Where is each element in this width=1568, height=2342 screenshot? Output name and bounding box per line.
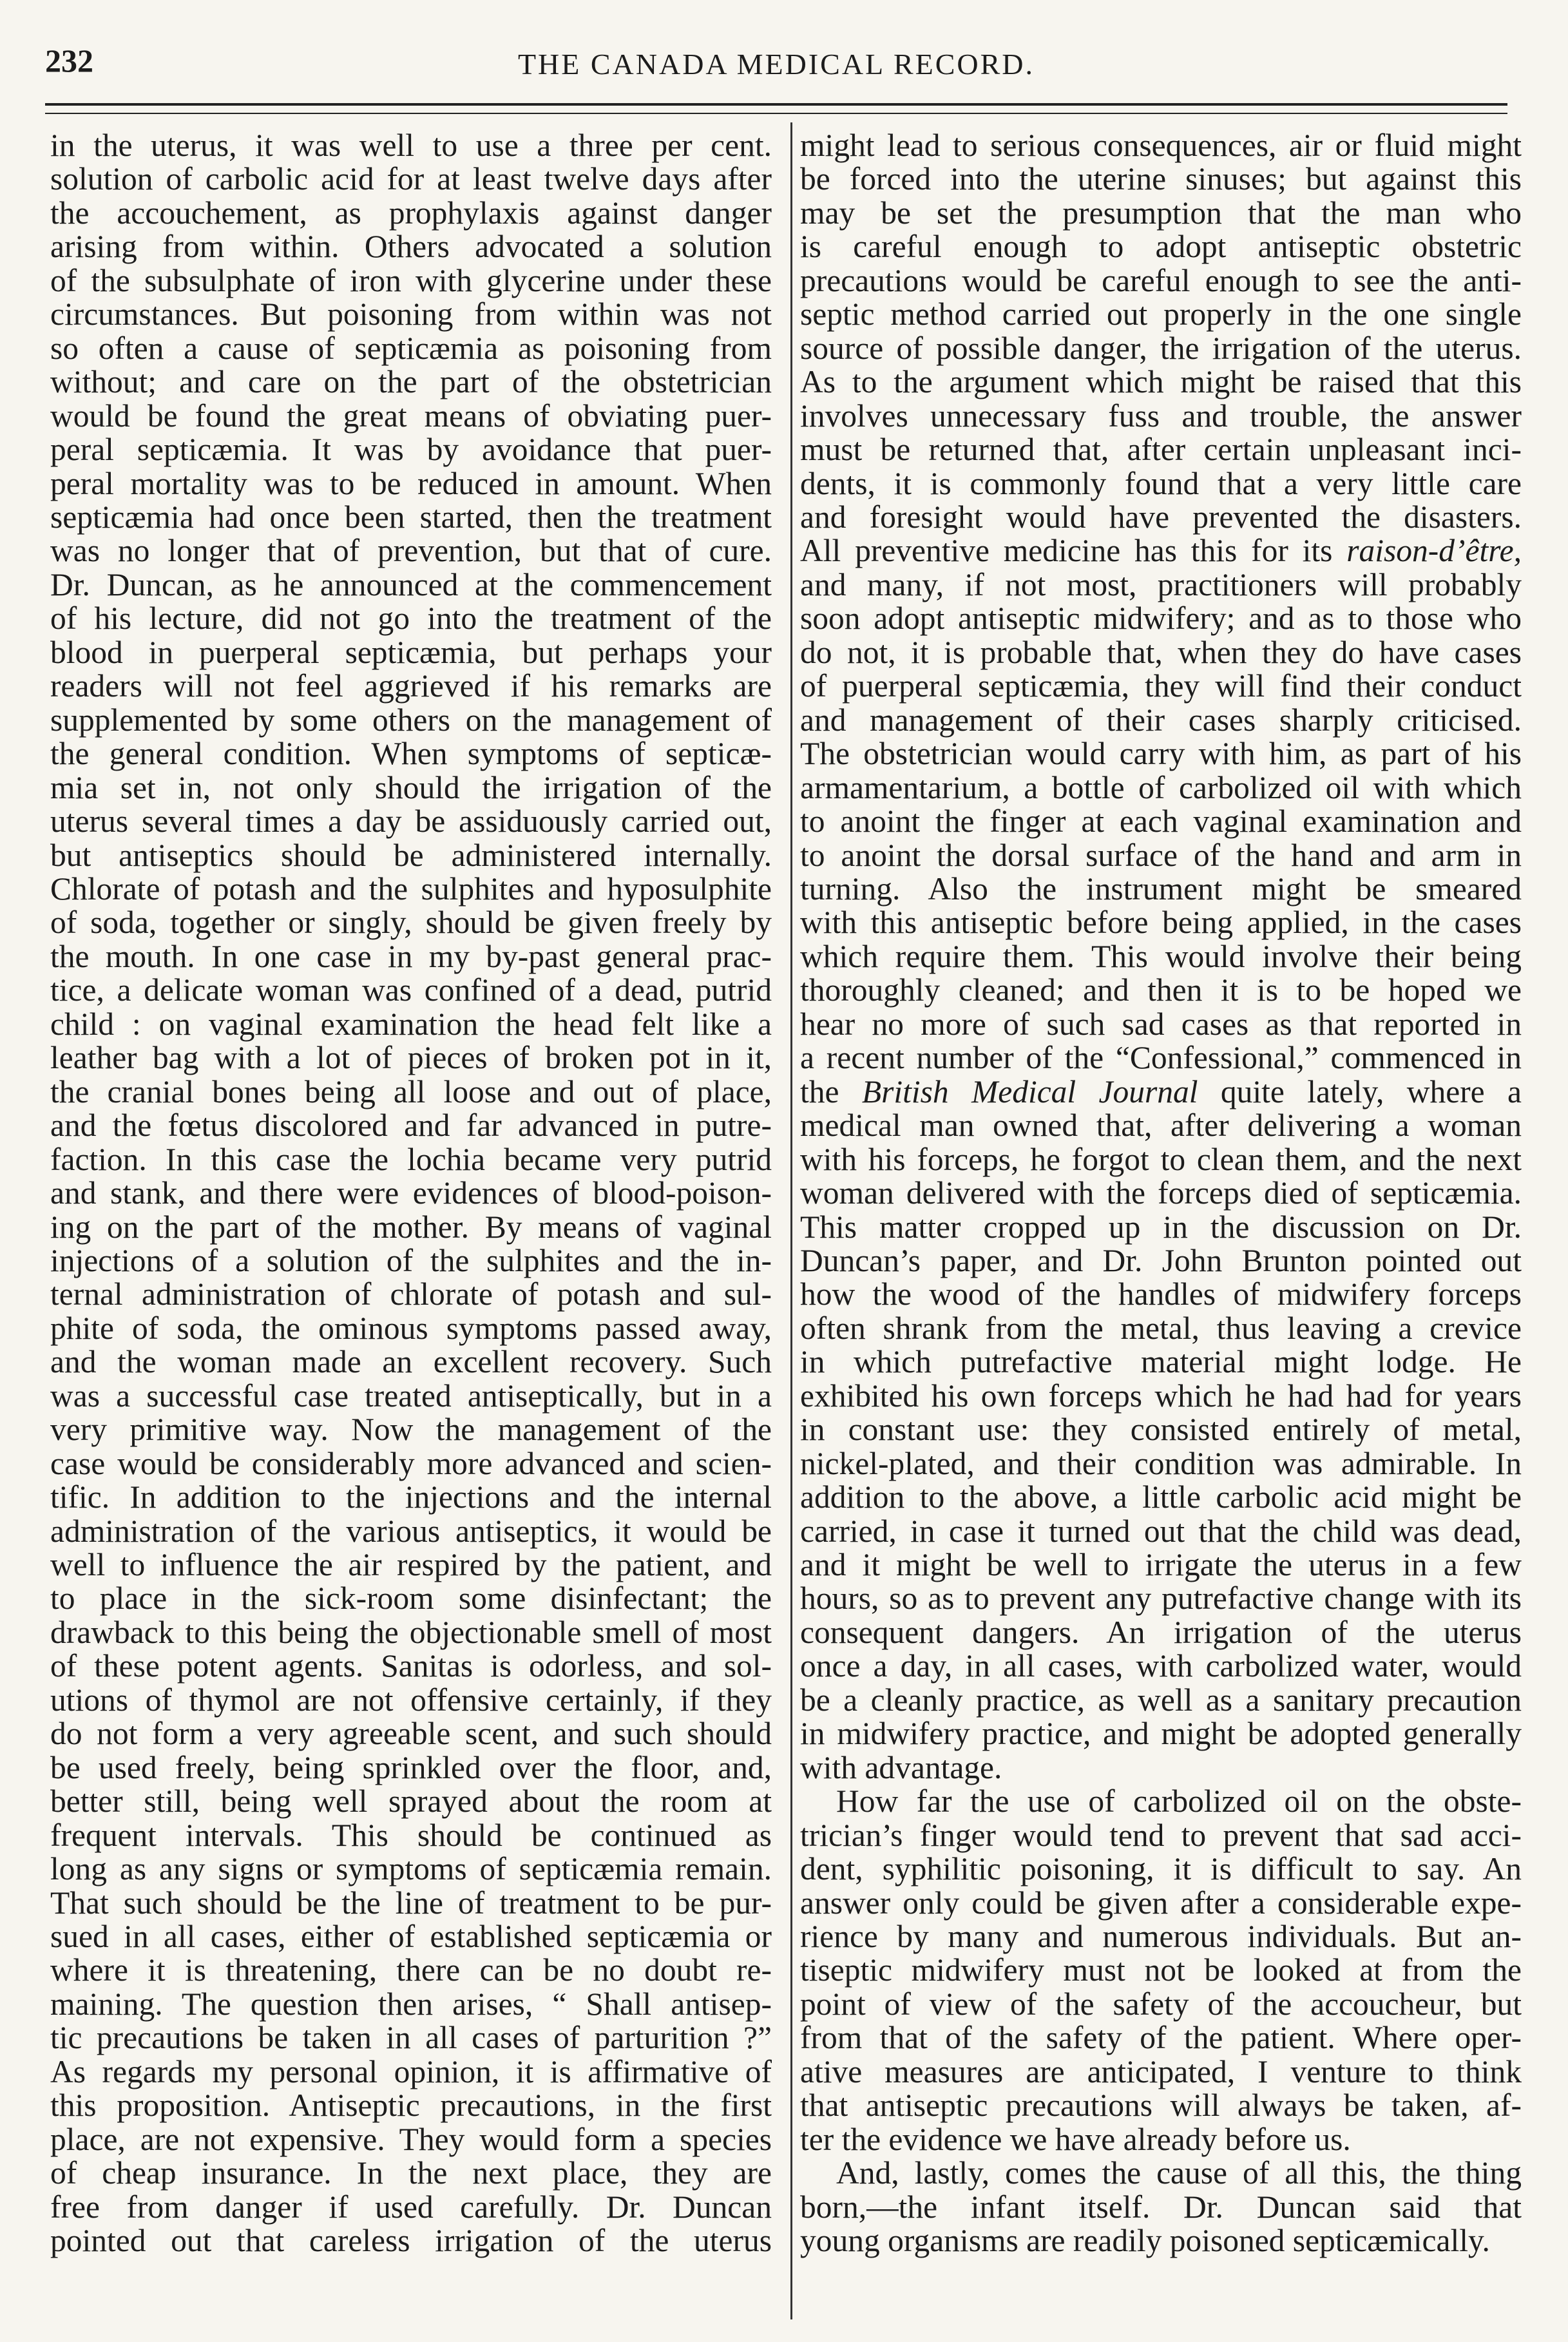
text-line: mia set in, not only should the irrigation of the [50, 769, 772, 805]
text-line: dents, it is commonly found that a very little care [800, 465, 1522, 501]
text-line: often shrank from the metal, thus leaving a crevice [800, 1310, 1522, 1346]
text-line: ternal administration of chlorate of potash and sul- [50, 1276, 772, 1312]
text-line: involves unnecessary fuss and trouble, the answer [800, 398, 1522, 434]
text-line: soon adopt antiseptic midwifery; and as to those who [800, 600, 1522, 637]
text-line: is careful enough to adopt antiseptic obstetric [800, 229, 1522, 265]
journal-title: THE CANADA MEDICAL RECORD. [517, 48, 1035, 81]
text-line: frequent intervals. This should be continued as [50, 1817, 772, 1853]
text-line: arising from within. Others advocated a solution [50, 229, 772, 265]
text-line: armamentarium, a bottle of carbolized oil with which [800, 769, 1522, 805]
text-line: how the wood of the handles of midwifery forceps [800, 1276, 1522, 1312]
header-rule-thick [45, 103, 1507, 106]
text-line: injections of a solution of the sulphites and the in- [50, 1242, 772, 1278]
text-line: carried, in case it turned out that the child was dead, [800, 1513, 1522, 1549]
text-line: drawback to this being the objectionable smell of most [50, 1614, 772, 1650]
text-line: that antiseptic precautions will always be taken, af- [800, 2088, 1522, 2124]
text-line: young organisms are readily poisoned septicæmically. [800, 2223, 1490, 2259]
text-line: the accouchement, as prophylaxis against danger [50, 195, 772, 231]
text-line: All preventive medicine has this for its raison-d’être, [800, 533, 1522, 569]
text-line: turning. Also the instrument might be smeared [800, 870, 1522, 907]
text-line: was no longer that of prevention, but that of cure. [50, 533, 772, 569]
text-line: thoroughly cleaned; and then it is to be hoped we [800, 972, 1522, 1008]
text-line: and it might be well to irrigate the uterus in a few [800, 1547, 1522, 1583]
text-line: septic method carried out properly in the one single [800, 296, 1522, 332]
text-line: in midwifery practice, and might be adopted generally [800, 1716, 1522, 1752]
text-line: with his forceps, he forgot to clean them, and the next [800, 1141, 1522, 1177]
text-line: tiseptic midwifery must not be looked at from the [800, 1952, 1522, 1988]
text-line: and the woman made an excellent recovery. Such [50, 1344, 772, 1380]
text-line: As regards my personal opinion, it is affirmative of [50, 2053, 772, 2089]
text-line: of his lecture, did not go into the treatment of the [50, 600, 772, 637]
text-line: must be returned that, after certain unpleasant inci- [800, 432, 1522, 468]
text-line: readers will not feel aggrieved if his remarks are [50, 668, 772, 704]
text-line: and many, if not most, practitioners will probably [800, 566, 1522, 602]
text-line: be a cleanly practice, as well as a sanitary precaution [800, 1682, 1522, 1718]
text-line: from that of the safety of the patient. Where oper- [800, 2020, 1522, 2056]
text-line: faction. In this case the lochia became very putrid [50, 1141, 772, 1177]
text-line: free from danger if used carefully. Dr. Duncan [50, 2189, 772, 2225]
text-line: place, are not expensive. They would form a species [50, 2121, 772, 2157]
text-line: How far the use of carbolized oil on the obste- [836, 1783, 1522, 1819]
text-line: As to the argument which might be raised that this [800, 364, 1522, 400]
column-divider [790, 122, 792, 2319]
text-line: would be found the great means of obviating puer- [50, 398, 772, 434]
text-line: nickel-plated, and their condition was admirable. In [800, 1445, 1522, 1481]
text-line: do not, it is probable that, when they do have cases [800, 634, 1522, 670]
text-line: medical man owned that, after delivering a woman [800, 1108, 1522, 1144]
text-line: peral septicæmia. It was by avoidance that puer- [50, 432, 772, 468]
text-line: tice, a delicate woman was confined of a dead, putrid [50, 972, 772, 1008]
text-line: circumstances. But poisoning from within was not [50, 296, 772, 332]
text-line: blood in puerperal septicæmia, but perhaps your [50, 634, 772, 670]
text-line: maining. The question then arises, “ Shall antisep- [50, 1986, 772, 2022]
text-line: hear no more of such sad cases as that reported in [800, 1006, 1522, 1042]
text-line: answer only could be given after a considerable expe- [800, 1885, 1522, 1921]
text-line: was a successful case treated antiseptically, but in a [50, 1377, 772, 1414]
text-line: of puerperal septicæmia, they will find their conduct [800, 668, 1522, 704]
text-line: addition to the above, a little carbolic acid might be [800, 1479, 1522, 1515]
text-line: the cranial bones being all loose and out of place, [50, 1073, 772, 1109]
text-line: of the subsulphate of iron with glycerine under these [50, 262, 772, 298]
text-line: uterus several times a day be assiduously carried out, [50, 803, 772, 840]
header-rule-thin [45, 113, 1507, 114]
text-line: of these potent agents. Sanitas is odorless, and sol- [50, 1648, 772, 1684]
text-line: pointed out that careless irrigation of the uterus [50, 2223, 772, 2259]
text-line: source of possible danger, the irrigation of the uterus. [800, 330, 1522, 366]
text-line: might lead to serious consequences, air or fluid might [800, 129, 1522, 163]
text-line: ative measures are anticipated, I venture to think [800, 2053, 1522, 2089]
text-line: Dr. Duncan, as he announced at the commencement [50, 566, 772, 602]
text-line: so often a cause of septicæmia as poisoning from [50, 330, 772, 366]
text-line: dent, syphilitic poisoning, it is difficult to say. An [800, 1851, 1522, 1887]
text-line: tific. In addition to the injections and the internal [50, 1479, 772, 1515]
text-line: hours, so as to prevent any putrefactive change with its [800, 1580, 1522, 1617]
text-line: supplemented by some others on the management of [50, 702, 772, 738]
text-line: do not form a very agreeable scent, and such should [50, 1716, 772, 1752]
text-line: without; and care on the part of the obstetrician [50, 364, 772, 400]
text-line: utions of thymol are not offensive certainly, if they [50, 1682, 772, 1718]
text-line: rience by many and numerous individuals. But an- [800, 1919, 1522, 1955]
text-line: phite of soda, the ominous symptoms passed away, [50, 1310, 772, 1346]
text-line: That such should be the line of treatment to be pur- [50, 1885, 772, 1921]
text-line: with advantage. [800, 1749, 1002, 1785]
text-line: peral mortality was to be reduced in amount. When [50, 465, 772, 501]
text-line: where it is threatening, there can be no doubt re- [50, 1952, 772, 1988]
text-line: be forced into the uterine sinuses; but against this [800, 161, 1522, 197]
text-line: which require them. This would involve their being [800, 938, 1522, 974]
text-line: the general condition. When symptoms of septicæ- [50, 736, 772, 772]
text-line: precautions would be careful enough to see the anti- [800, 262, 1522, 298]
text-line: case would be considerably more advanced and scien- [50, 1445, 772, 1481]
text-line: Duncan’s paper, and Dr. John Brunton pointed out [800, 1242, 1522, 1278]
text-line: once a day, in all cases, with carbolized water, would [800, 1648, 1522, 1684]
text-line: but antiseptics should be administered internally. [50, 837, 772, 873]
text-line: and management of their cases sharply criticised. [800, 702, 1522, 738]
text-line: well to influence the air respired by the patient, and [50, 1547, 772, 1583]
text-line: to place in the sick-room some disinfectant; the [50, 1580, 772, 1617]
text-line: in the uterus, it was well to use a three per cent. [50, 129, 772, 163]
left-column [50, 129, 772, 2326]
text-line: septicæmia had once been started, then the treatment [50, 499, 772, 535]
text-line: and stank, and there were evidences of blood-poison- [50, 1175, 772, 1211]
text-line: trician’s finger would tend to prevent that sad acci- [800, 1817, 1522, 1853]
page-header [45, 35, 1507, 106]
text-line: ing on the part of the mother. By means of vaginal [50, 1209, 772, 1245]
text-line: with this antiseptic before being applied, in the cases [800, 905, 1522, 941]
text-line: this proposition. Antiseptic precautions, in the first [50, 2088, 772, 2124]
text-line: woman delivered with the forceps died of septicæmia. [800, 1175, 1522, 1211]
text-line: better still, being well sprayed about the room at [50, 1783, 772, 1819]
text-line: to anoint the finger at each vaginal examination and [800, 803, 1522, 840]
text-line: and the fœtus discolored and far advanced in putre- [50, 1108, 772, 1144]
text-line: The obstetrician would carry with him, as part of his [800, 736, 1522, 772]
text-line: born,—the infant itself. Dr. Duncan said that [800, 2189, 1522, 2225]
text-line: Chlorate of potash and the sulphites and hyposulphite [50, 870, 772, 907]
text-line: be used freely, being sprinkled over the floor, and, [50, 1749, 772, 1785]
text-line: This matter cropped up in the discussion on Dr. [800, 1209, 1522, 1245]
text-line: consequent dangers. An irrigation of the uterus [800, 1614, 1522, 1650]
text-line: exhibited his own forceps which he had had for years [800, 1377, 1522, 1414]
text-line: in which putrefactive material might lodge. He [800, 1344, 1522, 1380]
text-line: and foresight would have prevented the disasters. [800, 499, 1522, 535]
text-line: the British Medical Journal quite lately, where a [800, 1073, 1522, 1109]
text-line: a recent number of the “Confessional,” commenced in [800, 1040, 1522, 1076]
text-line: sued in all cases, either of established septicæmia or [50, 1919, 772, 1955]
text-line: in constant use: they consisted entirely of metal, [800, 1412, 1522, 1448]
text-line: leather bag with a lot of pieces of broken pot in it, [50, 1040, 772, 1076]
text-line: very primitive way. Now the management of the [50, 1412, 772, 1448]
text-line: child : on vaginal examination the head felt like a [50, 1006, 772, 1042]
text-line: point of view of the safety of the accoucheur, but [800, 1986, 1522, 2022]
text-line: administration of the various antiseptics, it would be [50, 1513, 772, 1549]
right-column [800, 129, 1522, 2326]
text-line: of soda, together or singly, should be given freely by [50, 905, 772, 941]
text-line: tic precautions be taken in all cases of parturition ?” [50, 2020, 772, 2056]
page-number: 232 [45, 43, 93, 79]
text-line: may be set the presumption that the man who [800, 195, 1522, 231]
text-line: long as any signs or symptoms of septicæmia remain. [50, 1851, 772, 1887]
text-line: ter the evidence we have already before us. [800, 2121, 1351, 2157]
text-line: to anoint the dorsal surface of the hand and arm in [800, 837, 1522, 873]
text-line: And, lastly, comes the cause of all this, the thing [836, 2155, 1522, 2191]
text-line: of cheap insurance. In the next place, they are [50, 2155, 772, 2191]
text-line: solution of carbolic acid for at least twelve days after [50, 161, 772, 197]
text-line: the mouth. In one case in my by-past general prac- [50, 938, 772, 974]
